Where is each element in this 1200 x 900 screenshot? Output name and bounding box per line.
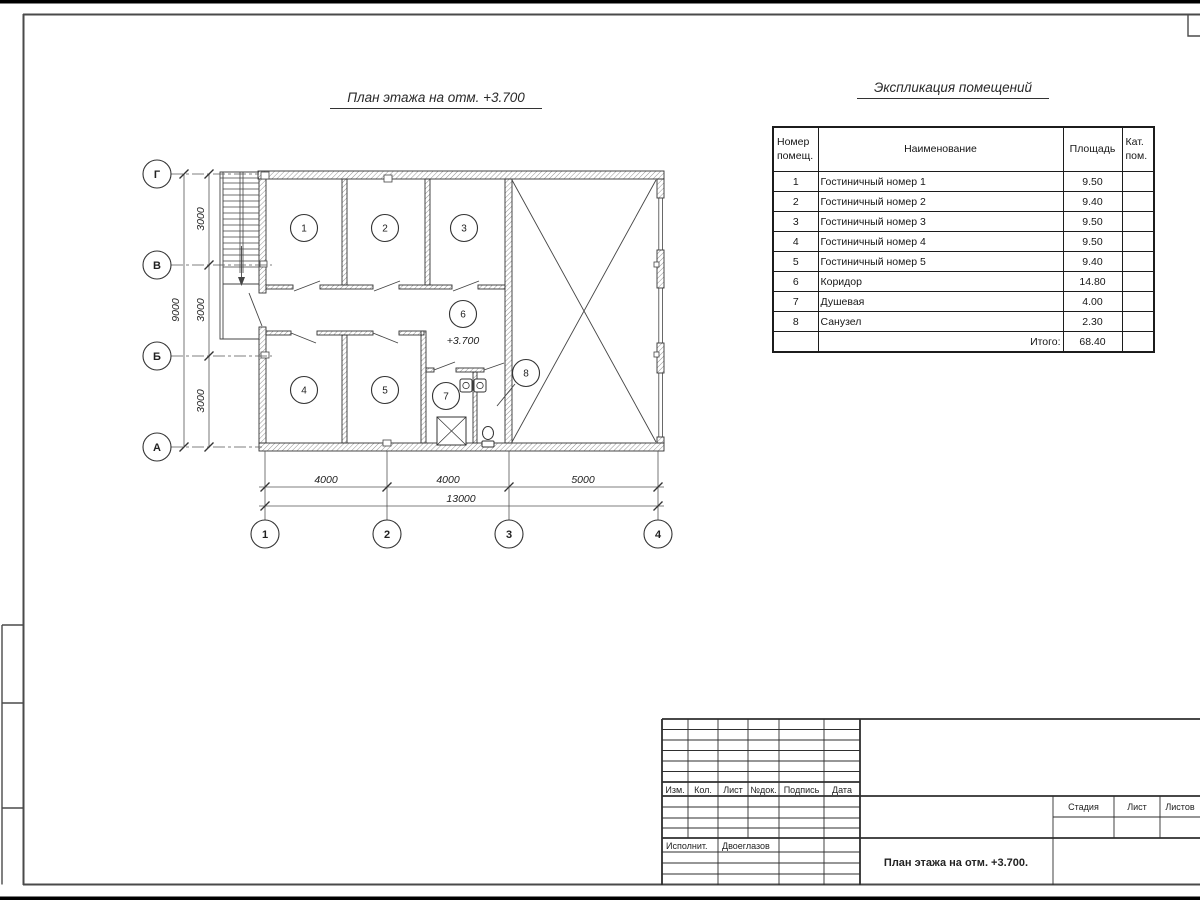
room-tag-labels (301, 224, 529, 403)
room-number-7: 7 (443, 391, 449, 403)
stamp-list-label: Лист (723, 785, 743, 795)
plan-title: План этажа на отм. +3.700 (330, 90, 542, 109)
table-row (773, 212, 1154, 232)
sink-right (474, 379, 486, 392)
cell-num: 4 (773, 232, 818, 252)
cell-num: 8 (773, 312, 818, 332)
cell-name: Гостиничный номер 3 (818, 212, 1063, 232)
axis-row-g: Г (153, 169, 161, 181)
cell-cat (1122, 252, 1154, 272)
cell-empty (1122, 332, 1154, 353)
row-axes (143, 160, 272, 461)
stamp-stadiya-label: Стадия (1068, 802, 1099, 812)
header-room-number: Номер помещ. (773, 127, 818, 172)
axis-col-2: 2 (383, 529, 391, 541)
dim-h-3: 5000 (571, 474, 595, 486)
cell-area: 9.40 (1063, 192, 1122, 212)
axis-row-v: В (153, 260, 161, 272)
cell-num: 1 (773, 172, 818, 192)
title-block-text (665, 785, 1194, 869)
shower-tray (437, 417, 466, 445)
table-row (773, 192, 1154, 212)
toilet (482, 427, 494, 448)
stamp-kol-label: Кол. (694, 785, 712, 795)
dim-v-2: 3000 (195, 298, 207, 322)
dim-h-1: 4000 (314, 474, 338, 486)
table-row (773, 172, 1154, 192)
stamp-ispolnit-label: Исполнит. (666, 841, 708, 851)
cell-cat (1122, 232, 1154, 252)
stamp-podpis-label: Подпись (783, 785, 820, 795)
cell-area: 9.50 (1063, 232, 1122, 252)
dim-v-3: 3000 (195, 389, 207, 413)
fixtures (437, 379, 494, 447)
stamp-data-label: Дата (832, 785, 852, 795)
axis-row-b: Б (153, 351, 161, 363)
cell-name: Коридор (818, 272, 1063, 292)
total-label: Итого: (818, 332, 1063, 353)
table-row (773, 272, 1154, 292)
room-number-4: 4 (301, 385, 307, 397)
cell-num: 2 (773, 192, 818, 212)
cell-cat (1122, 272, 1154, 292)
total-value: 68.40 (1063, 332, 1122, 353)
cell-num: 5 (773, 252, 818, 272)
cell-name: Гостиничный номер 5 (818, 252, 1063, 272)
dim-h-total: 13000 (446, 493, 476, 505)
axis-col-3: 3 (505, 529, 513, 541)
cell-area: 14.80 (1063, 272, 1122, 292)
table-total-row (773, 332, 1154, 353)
staircase (220, 172, 259, 339)
sink-left (460, 379, 472, 392)
stamp-docno-label: №док. (750, 785, 777, 795)
room-number-5: 5 (382, 385, 388, 397)
cell-area: 9.50 (1063, 172, 1122, 192)
door-leaves (249, 281, 504, 370)
cell-name: Гостиничный номер 4 (818, 232, 1063, 252)
axis-col-4: 4 (654, 529, 662, 541)
table-row (773, 292, 1154, 312)
room-schedule-title: Экспликация помещений (857, 80, 1049, 99)
stamp-listov-label: Листов (1165, 802, 1195, 812)
header-category: Кат. пом. (1122, 127, 1154, 172)
table-row (773, 312, 1154, 332)
header-area: Площадь (1063, 127, 1122, 172)
dim-h-2: 4000 (436, 474, 460, 486)
stair-direction-arrow (238, 277, 245, 286)
cell-area: 2.30 (1063, 312, 1122, 332)
cell-cat (1122, 312, 1154, 332)
room-number-3: 3 (461, 223, 467, 235)
table-row (773, 232, 1154, 252)
schedule-header-row (773, 127, 1154, 172)
header-name: Наименование (818, 127, 1063, 172)
axis-row-a: А (153, 442, 161, 454)
stamp-doc-title: План этажа на отм. +3.700. (883, 857, 1029, 869)
cell-cat (1122, 172, 1154, 192)
cell-name: Гостиничный номер 1 (818, 172, 1063, 192)
stamp-list2-label: Лист (1127, 802, 1147, 812)
cell-cat (1122, 292, 1154, 312)
dim-v-total: 9000 (170, 298, 182, 322)
level-mark: +3.700 (446, 335, 480, 347)
cell-empty (773, 332, 818, 353)
cell-cat (1122, 192, 1154, 212)
room-tags (291, 215, 540, 410)
axis-col-1: 1 (261, 529, 269, 541)
cell-area: 9.40 (1063, 252, 1122, 272)
cross-braced-area (512, 180, 656, 442)
vertical-dimensions (170, 170, 214, 452)
room-number-1: 1 (301, 223, 307, 235)
horizontal-dimensions (251, 451, 672, 548)
cell-area: 4.00 (1063, 292, 1122, 312)
cell-num: 3 (773, 212, 818, 232)
window-glazing-lines (659, 198, 663, 437)
cell-num: 6 (773, 272, 818, 292)
left-margin-boxes (2, 625, 23, 885)
cell-name: Санузел (818, 312, 1063, 332)
cell-num: 7 (773, 292, 818, 312)
cell-cat (1122, 212, 1154, 232)
stamp-izm-label: Изм. (665, 785, 685, 795)
cell-name: Душевая (818, 292, 1063, 312)
stamp-executor-name: Двоеглазов (722, 841, 770, 851)
cell-area: 9.50 (1063, 212, 1122, 232)
dim-v-1: 3000 (195, 207, 207, 231)
cell-name: Гостиничный номер 2 (818, 192, 1063, 212)
room-number-2: 2 (382, 223, 388, 235)
room-schedule-table (772, 126, 1155, 353)
room-number-8: 8 (523, 368, 529, 380)
room-number-6: 6 (460, 309, 466, 321)
table-row (773, 252, 1154, 272)
